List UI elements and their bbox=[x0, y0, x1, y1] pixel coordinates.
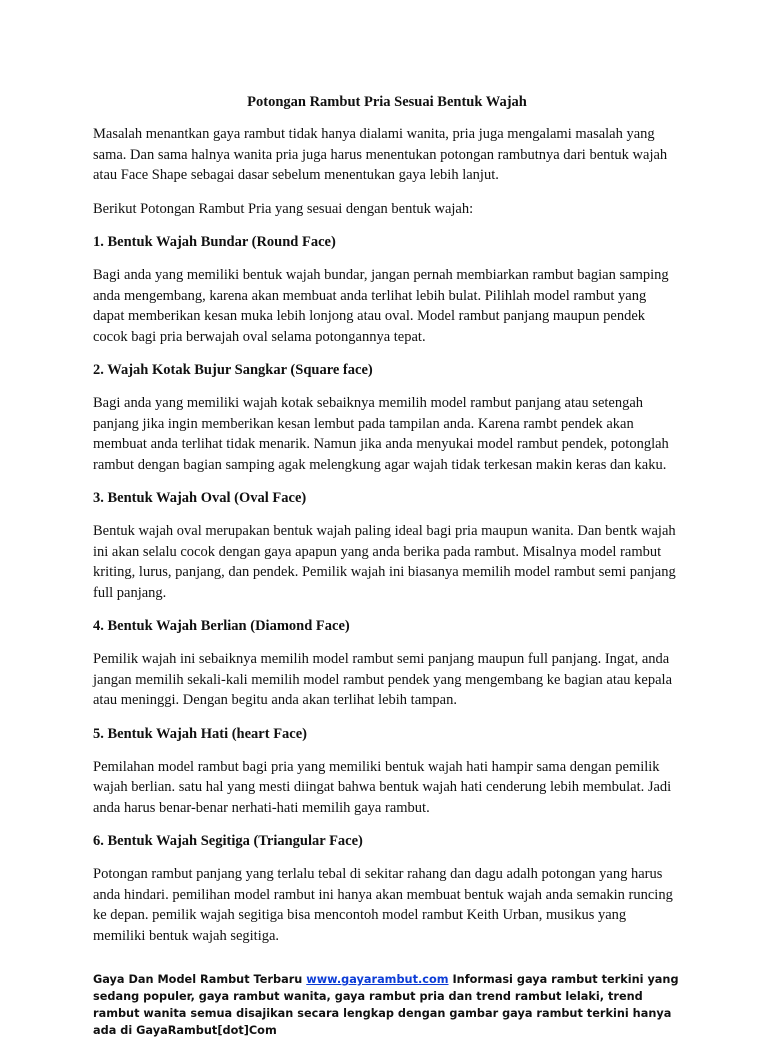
section-body: Potongan rambut panjang yang terlalu tebal di sekitar rahang dan dagu adalh potongan yang harus anda hindari. pemilihan model rambut ini hanya akan membuat bentuk wajah anda semakin runcing ke depan. pemilik wajah segitiga bisa mencontoh model rambut Keith Urban, musikus yang memiliki bentuk wajah segitiga. bbox=[93, 866, 673, 944]
section-heading: 1. Bentuk Wajah Bundar (Round Face) bbox=[93, 234, 336, 250]
document-page bbox=[93, 92, 681, 959]
section-body: Bagi anda yang memiliki bentuk wajah bundar, jangan pernah membiarkan rambut bagian samping anda mengembang, karena akan membuat anda terlihat lebih bulat. Pilihlah model rambut yang dapat memberikan kesan muka lebih lonjong atau oval. Model rambut panjang maupun pendek cocok bagi pria berwajah oval selama potongannya tepat. bbox=[93, 267, 669, 345]
footer-suffix: Informasi gaya rambut terkini yang sedang populer, gaya rambut wanita, gaya rambut pria dan trend rambut lelaki, trend rambut wanita semua disajikan secara lengkap dengan gambar gaya rambut terkini hanya ada di GayaRambut[dot]Com bbox=[93, 973, 679, 1037]
section-body: Bentuk wajah oval merupakan bentuk wajah paling ideal bagi pria maupun wanita. Dan bentk wajah ini akan selalu cocok dengan gaya apapun yang anda berika pada rambut. Misalnya model rambut kriting, lurus, panjang, dan pendek. Pemilik wajah ini biasanya memilih model rambut semi panjang full panjang. bbox=[93, 523, 676, 601]
page-title: Potongan Rambut Pria Sesuai Bentuk Wajah bbox=[247, 94, 527, 110]
intro-paragraph: Masalah menantkan gaya rambut tidak hanya dialami wanita, pria juga mengalami masalah yang sama. Dan sama halnya wanita pria juga harus menentukan potongan rambutnya dari bentuk wajah atau Face Shape sebagai dasar sebelum menentukan gaya lebih lanjut. bbox=[93, 126, 668, 183]
section-heading: 4. Bentuk Wajah Berlian (Diamond Face) bbox=[93, 618, 350, 634]
section-heading: 3. Bentuk Wajah Oval (Oval Face) bbox=[93, 490, 307, 506]
footer-prefix: Gaya Dan Model Rambut Terbaru bbox=[93, 973, 307, 986]
section-body: Pemilik wajah ini sebaiknya memilih model rambut semi panjang maupun full panjang. Ingat, anda jangan memilih sekali-kali memilih model rambut pendek yang mengembang ke bagian atau kepala atau meninggi. Dengan begitu anda akan terlihat lebih tampan. bbox=[93, 651, 673, 708]
section-heading: 6. Bentuk Wajah Segitiga (Triangular Face) bbox=[93, 833, 363, 849]
section-heading: 2. Wajah Kotak Bujur Sangkar (Square face) bbox=[93, 362, 373, 378]
section-heading: 5. Bentuk Wajah Hati (heart Face) bbox=[93, 725, 307, 742]
footer-banner bbox=[93, 971, 693, 1039]
section-body: Bagi anda yang memiliki wajah kotak sebaiknya memilih model rambut panjang atau setengah panjang jika ingin memberikan kesan lembut pada tampilan anda. Karena rambt pendek akan membuat anda terlihat tidak menarik. Namun jika anda menyukai model rambut pendek, potonglah rambut dengan bagian samping agak melengkung agar wajah tidak terkesan makin keras dan kaku. bbox=[93, 395, 669, 473]
footer-link[interactable]: www.gayarambut.com bbox=[306, 973, 449, 986]
section-body: Pemilahan model rambut bagi pria yang memiliki bentuk wajah hati hampir sama dengan pemilik wajah berlian. satu hal yang mesti diingat bahwa bentuk wajah hati cenderung lebih membulat. Jadi anda harus benar-benar nerhati-hati memilih gaya rambut. bbox=[93, 758, 672, 816]
lead-paragraph: Berikut Potongan Rambut Pria yang sesuai dengan bentuk wajah: bbox=[93, 200, 474, 217]
